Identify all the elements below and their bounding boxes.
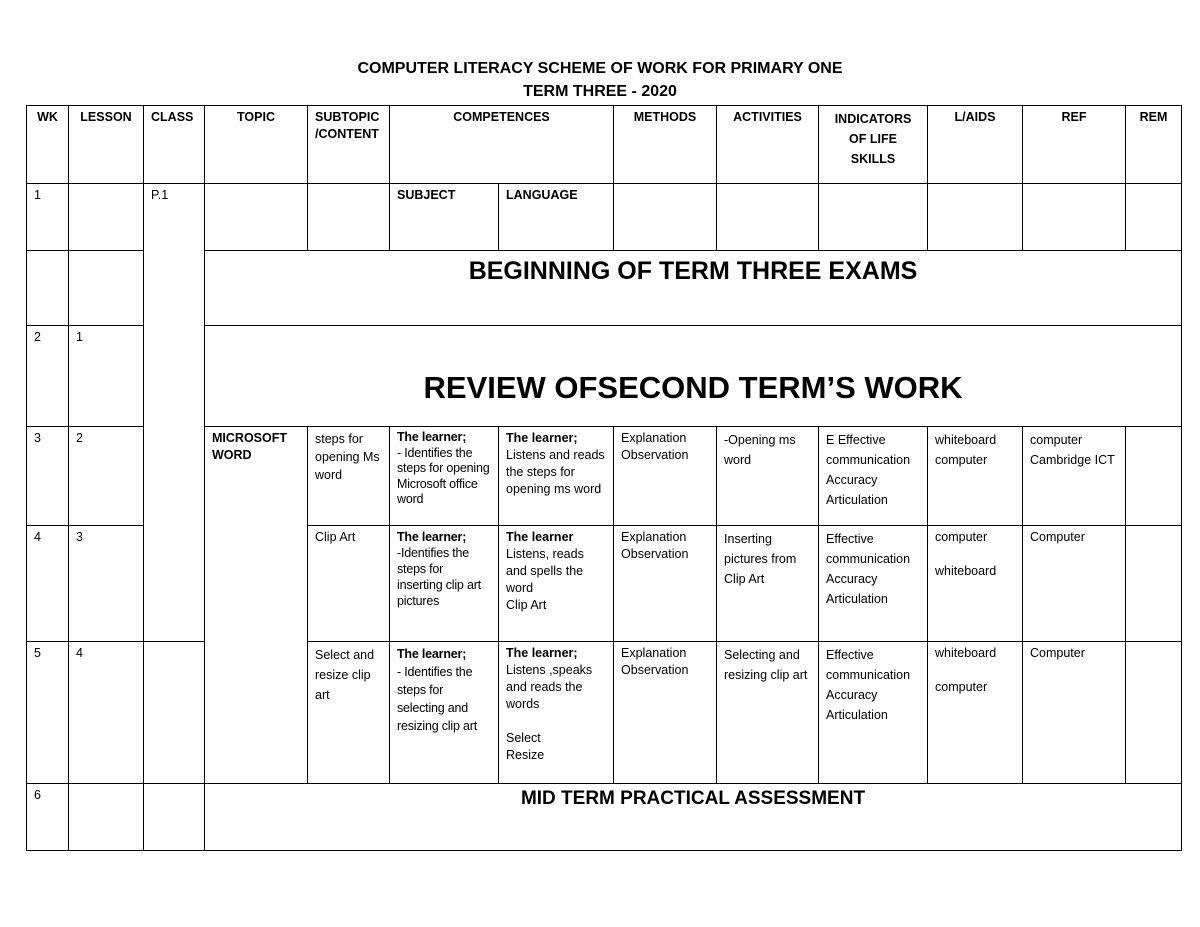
cell-wk: 1 — [27, 184, 69, 251]
learner-heading: The learner — [506, 530, 574, 544]
table-row — [27, 784, 1182, 851]
competence-text: Listens ,speaks and reads the words — [506, 663, 593, 711]
cell-indicators: Effective communication Accuracy Articulation — [819, 642, 928, 784]
cell-lesson: 2 — [69, 427, 144, 526]
cell-lesson: 1 — [69, 326, 144, 427]
cell-wk — [27, 251, 69, 326]
cell-ref: Computer — [1023, 526, 1126, 642]
table-row — [27, 642, 1182, 784]
laids-item: computer — [935, 530, 988, 544]
cell-topic — [205, 184, 308, 251]
competence-text: Listens, reads and spells the word Clip Art — [506, 547, 584, 612]
header-laids: L/AIDS — [928, 106, 1023, 184]
competence-text: -Identifies the steps for inserting clip art pictures — [397, 546, 481, 608]
cell-indicators — [819, 184, 928, 251]
cell-language-heading: LANGUAGE — [499, 184, 614, 251]
cell-lesson — [69, 251, 144, 326]
cell-activities: Inserting pictures from Clip Art — [717, 526, 819, 642]
document-subtitle: TERM THREE - 2020 — [523, 83, 677, 100]
learner-heading: The learner; — [397, 430, 467, 444]
cell-subtopic: steps for opening Ms word — [308, 427, 390, 526]
cell-lesson — [69, 784, 144, 851]
cell-activities: Selecting and resizing clip art — [717, 642, 819, 784]
learner-heading: The learner; — [397, 530, 467, 544]
banner-review-second-term: REVIEW OFSECOND TERM’S WORK — [205, 326, 1182, 427]
cell-rem — [1126, 427, 1182, 526]
cell-subject-competence — [390, 427, 499, 526]
header-activities: ACTIVITIES — [717, 106, 819, 184]
learner-heading: The learner; — [397, 647, 467, 661]
document-title: COMPUTER LITERACY SCHEME OF WORK FOR PRIMARY ONE — [357, 60, 843, 77]
cell-subtopic: Clip Art — [308, 526, 390, 642]
cell-subject-competence — [390, 526, 499, 642]
table-row — [27, 184, 1182, 251]
cell-subtopic — [308, 184, 390, 251]
cell-laids — [928, 184, 1023, 251]
header-row — [27, 106, 1182, 184]
cell-methods — [614, 184, 717, 251]
cell-subject-competence — [390, 642, 499, 784]
banner-mid-term-assessment: MID TERM PRACTICAL ASSESSMENT — [205, 784, 1182, 851]
competence-text: - Identifies the steps for opening Microsoft office word — [397, 445, 490, 506]
cell-wk: 4 — [27, 526, 69, 642]
cell-class — [144, 642, 205, 784]
cell-methods: Explanation Observation — [614, 427, 717, 526]
cell-lesson — [69, 184, 144, 251]
laids-item: computer — [935, 680, 988, 694]
header-subtopic: SUBTOPIC /CONTENT — [308, 106, 390, 184]
cell-ref: computer Cambridge ICT — [1023, 427, 1126, 526]
header-ref: REF — [1023, 106, 1126, 184]
cell-lesson: 3 — [69, 526, 144, 642]
cell-wk: 6 — [27, 784, 69, 851]
cell-laids — [928, 526, 1023, 642]
scheme-of-work-table — [26, 105, 1182, 851]
cell-ref — [1023, 184, 1126, 251]
cell-language-competence — [499, 427, 614, 526]
cell-wk: 5 — [27, 642, 69, 784]
learner-heading: The learner; — [506, 431, 578, 445]
cell-laids — [928, 642, 1023, 784]
header-methods: METHODS — [614, 106, 717, 184]
header-rem: REM — [1126, 106, 1182, 184]
cell-methods: Explanation Observation — [614, 642, 717, 784]
cell-ref: Computer — [1023, 642, 1126, 784]
cell-activities — [717, 184, 819, 251]
header-indicators: INDICATORS OF LIFE SKILLS — [819, 106, 928, 184]
cell-methods: Explanation Observation — [614, 526, 717, 642]
laids-item: whiteboard — [935, 564, 997, 578]
header-topic: TOPIC — [205, 106, 308, 184]
cell-lesson: 4 — [69, 642, 144, 784]
competence-words: Select Resize — [506, 731, 545, 762]
cell-activities: -Opening ms word — [717, 427, 819, 526]
cell-rem — [1126, 184, 1182, 251]
cell-wk: 2 — [27, 326, 69, 427]
cell-rem — [1126, 526, 1182, 642]
cell-subject-heading: SUBJECT — [390, 184, 499, 251]
header-competences: COMPETENCES — [390, 106, 614, 184]
banner-beginning-exams: BEGINNING OF TERM THREE EXAMS — [205, 251, 1182, 326]
header-lesson: LESSON — [69, 106, 144, 184]
cell-laids: whiteboard computer — [928, 427, 1023, 526]
cell-topic: MICROSOFT WORD — [205, 427, 308, 784]
cell-class: P.1 — [144, 184, 205, 642]
competence-text: Listens and reads the steps for opening ms word — [506, 448, 605, 496]
header-class: CLASS — [144, 106, 205, 184]
laids-item: whiteboard — [935, 646, 997, 660]
learner-heading: The learner; — [506, 646, 578, 660]
cell-class — [144, 784, 205, 851]
cell-subtopic: Select and resize clip art — [308, 642, 390, 784]
cell-language-competence — [499, 526, 614, 642]
cell-indicators: E Effective communication Accuracy Articulation — [819, 427, 928, 526]
header-wk: WK — [27, 106, 69, 184]
cell-language-competence — [499, 642, 614, 784]
competence-text: - Identifies the steps for selecting and resizing clip art — [397, 665, 477, 733]
cell-wk: 3 — [27, 427, 69, 526]
cell-rem — [1126, 642, 1182, 784]
cell-indicators: Effective communication Accuracy Articulation — [819, 526, 928, 642]
